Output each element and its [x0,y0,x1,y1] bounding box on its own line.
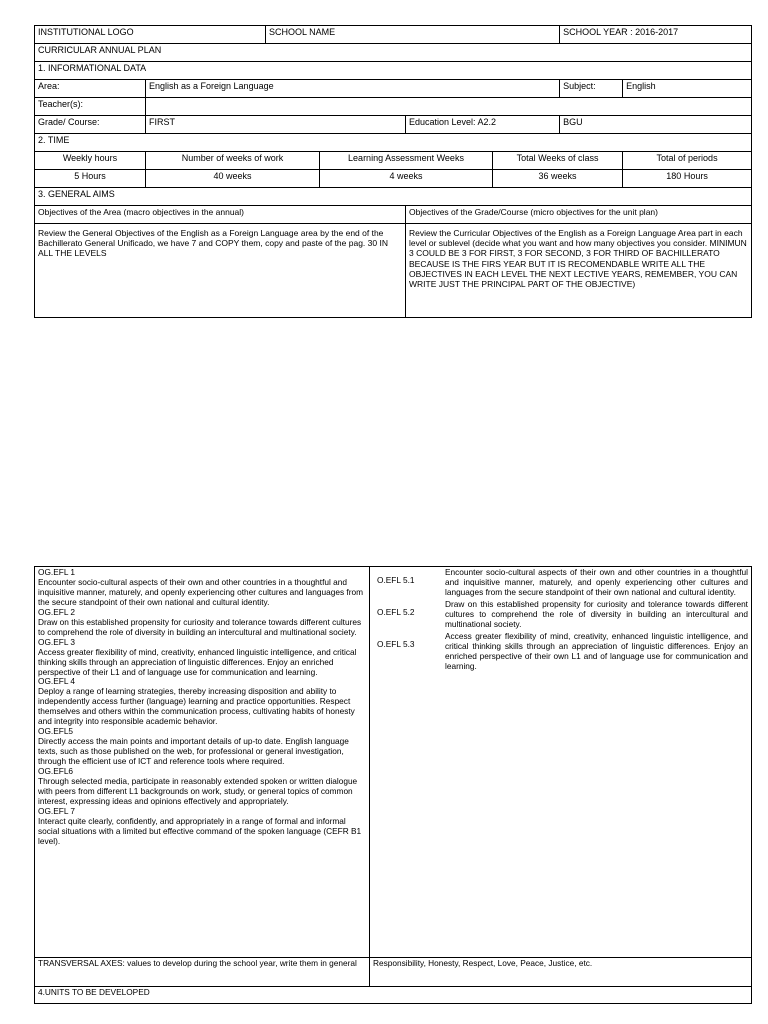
subject-label: Subject: [560,80,623,98]
time-value-weeks-work: 40 weeks [146,170,320,188]
teachers-label: Teacher(s): [35,98,146,116]
time-value-weekly-hours: 5 Hours [35,170,146,188]
time-heading: 2. TIME [35,134,752,152]
school-name: SCHOOL NAME [266,26,560,44]
aims-heading: 3. GENERAL AIMS [35,188,752,206]
area-value: English as a Foreign Language [146,80,560,98]
efl-objective [373,600,748,630]
efl-objective-text: Encounter socio-cultural aspects of their own and other countries in a thoughtful and inquisitive manner, maturely, and openly experiencing other cultures and languages from the secure standpoint of their own national and cultural identity. [445,567,748,597]
area-objectives-text: Review the General Objectives of the English as a Foreign Language area by the end of the Bachillerato General Unificado, we have 7 and COPY them, copy and paste of the pag. 30 IN ALL THE LEVELS [35,224,406,318]
og-objective [38,727,366,767]
og-objective-code: OG.EFL5 [38,726,74,737]
informational-heading: 1. INFORMATIONAL DATA [35,62,752,80]
efl-objective [373,568,748,598]
area-objectives-title: Objectives of the Area (macro objectives in the annual) [35,206,406,224]
time-header-weeks-work: Number of weeks of work [146,152,320,170]
og-objective [38,767,366,807]
time-value-total-weeks: 36 weeks [493,170,623,188]
grade-value: FIRST [146,116,406,134]
efl-objective-code: O.EFL 5.1 [377,575,415,585]
og-objective-text: Through selected media, participate in reasonably extended spoken or written dialogue with peers from different L1 backgrounds on work, study, or general topics of common interest, expressing ideas and opinions effectively and appropriately. [38,776,358,806]
units-heading: 4.UNITS TO BE DEVELOPED [35,987,752,1004]
plan-header-table [34,25,752,318]
grade-objectives-text: Review the Curricular Objectives of the English as a Foreign Language Area part in each level or sublevel (decide what you want and how many objectives you consider. MINIMUN 3 COULD BE 3 FOR FIRST, 3 FOR SECOND, 3 FOR THIRD OF BACHILLERATO BECAUSE IS THE FIRS YEAR BUT IT IS RECOMENDABLE WRITE ALL THE OBJECTIVES IN EACH LEVEL THE NEXT LECTIVE YEARS, REMEMBER, YOU CAN WRITE JUST THE PRINCIPAL PART OF THE OBJECTIVE) [406,224,752,318]
og-objective-code: OG.EFL 2 [38,606,76,617]
efl-objective-text: Draw on this established propensity for curiosity and tolerance towards different cultures to comprehend the role of diversity in building an intercultural and multinational society. [445,598,748,629]
og-objective-code: OG.EFL 3 [38,636,76,647]
og-objective [38,638,366,678]
area-label: Area: [35,80,146,98]
og-objective-text: Interact quite clearly, confidently, and appropriately in a range of formal and informal social situations with a limited but effective command of the spoken language (CEFR B1 level). [38,815,362,846]
og-objective-code: OG.EFL 7 [38,805,76,816]
og-objectives-cell [35,567,370,958]
time-header-total-periods: Total of periods [623,152,752,170]
institutional-logo: INSTITUTIONAL LOGO [35,26,266,44]
grade-objectives-title: Objectives of the Grade/Course (micro objectives for the unit plan) [406,206,752,224]
og-objective [38,807,366,847]
og-objective [38,568,366,608]
efl-objective-code: O.EFL 5.2 [377,606,415,617]
og-objective [38,608,366,638]
og-objective-code: OG.EFL6 [38,766,74,777]
subject-value: English [623,80,752,98]
og-objective-text: Draw on this established propensity for curiosity and tolerance towards different cultures to comprehend the role of diversity in building an intercultural and multinational society. [38,616,362,637]
og-objective-text: Directly access the main points and important details of up-to date. English language texts, such as those published on the web, for professional or general investigation, through the efficient use of ICT and reference tools where required. [38,736,349,767]
time-value-total-periods: 180 Hours [623,170,752,188]
grade-label: Grade/ Course: [35,116,146,134]
og-objective-code: OG.EFL 4 [38,676,76,687]
efl-objective [373,632,748,672]
og-objective [38,677,366,727]
education-level-label: Education Level: A2.2 [406,116,560,134]
time-header-total-weeks: Total Weeks of class [493,152,623,170]
og-objective-text: Deploy a range of learning strategies, thereby increasing disposition and ability to independently access further (language) learning and practice opportunities. Respect themselves and others within the communication process, cultivating habits of honesty and integrity into responsible academic behavior. [38,686,355,727]
education-level-value: BGU [560,116,752,134]
efl-objective-text: Access greater flexibility of mind, creativity, enhanced linguistic intelligence, and critical thinking skills through an appreciation of linguistic differences. Enjoy an enriched perspective of their own L1 and of language use for communication and learning. [445,630,748,671]
transversal-axes-label: TRANSVERSAL AXES: values to develop during the school year, write them in general [35,958,370,987]
school-year: SCHOOL YEAR : 2016-2017 [560,26,752,44]
plan-title: CURRICULAR ANNUAL PLAN [35,44,752,62]
time-header-weekly-hours: Weekly hours [35,152,146,170]
og-objective-text: Access greater flexibility of mind, creativity, enhanced linguistic intelligence, and critical thinking skills through an appreciation of linguistic differences. Enjoy an enriched perspective of their L1 and of language use for communication and learning. [38,646,357,677]
teachers-value [146,98,752,116]
time-header-assessment: Learning Assessment Weeks [320,152,493,170]
og-objective-text: Encounter socio-cultural aspects of their own and other countries in a thoughtful and inquisitive manner, maturely, and openly experiencing other cultures and languages from the secure standpoint of their own national and cultural identity. [38,576,363,607]
time-value-assessment: 4 weeks [320,170,493,188]
transversal-axes-values: Responsibility, Honesty, Respect, Love, Peace, Justice, etc. [370,958,752,987]
efl-objective-code: O.EFL 5.3 [377,638,415,649]
og-objective-code: OG.EFL 1 [38,567,76,577]
efl-objectives-cell [370,567,752,958]
objectives-table [34,566,752,1004]
